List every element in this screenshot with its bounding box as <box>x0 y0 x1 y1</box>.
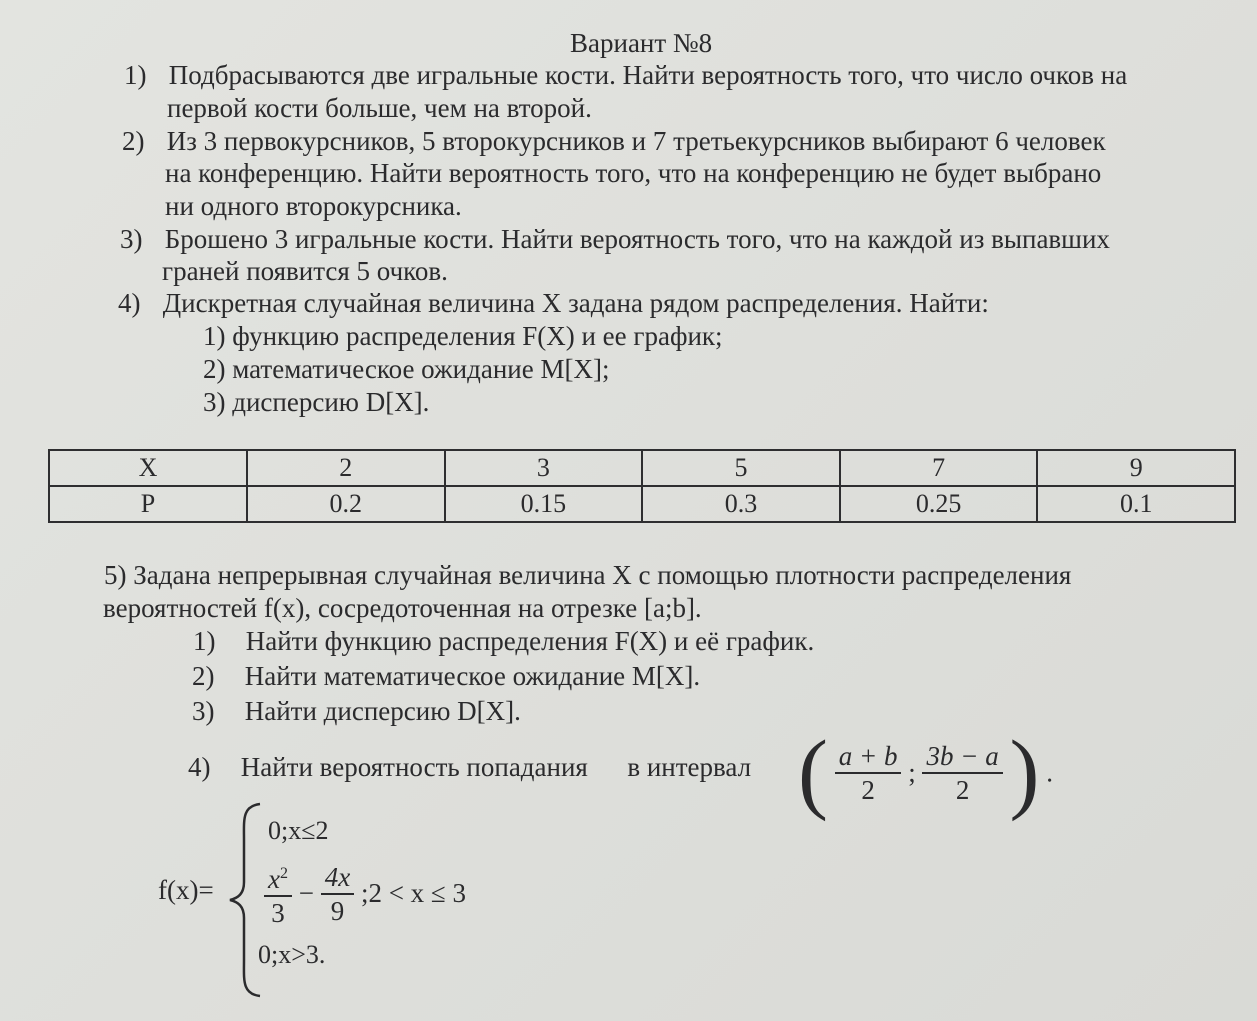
density-case-2 <box>264 858 466 929</box>
task-1-line-1 <box>124 60 1127 91</box>
table-row-p <box>49 486 1235 522</box>
exponent: 2 <box>279 865 288 882</box>
interval-right-fraction <box>922 740 1002 806</box>
task-4-line-1 <box>118 288 989 319</box>
interval-separator: ; <box>908 757 916 788</box>
table-cell: 9 <box>1037 450 1235 486</box>
task-2-line-2: на конференцию. Найти вероятность того, что на конференцию не будет выбрано <box>165 158 1102 188</box>
task-2-line-3: ни одного второкурсника. <box>165 191 462 221</box>
task-5-line-1: 5) Задана непрерывная случайная величина X с помощью плотности распределения <box>104 560 1072 590</box>
density-lhs: f(x)= <box>158 875 214 905</box>
table-cell: P <box>49 486 247 522</box>
task-4-text-1: Дискретная случайная величина X задана рядом распределения. Найти: <box>162 288 989 318</box>
table-cell: 0.1 <box>1037 486 1235 522</box>
table-cell: 7 <box>840 450 1038 486</box>
task-3-text-1: Брошено 3 игральные кости. Найти вероятность того, что на каждой из выпавших <box>164 224 1110 254</box>
table-cell: 2 <box>247 450 445 486</box>
page-title: Вариант №8 <box>570 28 713 58</box>
table-cell: X <box>49 450 247 486</box>
table-row-x <box>49 450 1235 486</box>
brace-icon <box>226 800 266 1000</box>
task-1-line-2: первой кости больше, чем на второй. <box>167 93 592 123</box>
task-5-sub-4-text-a: Найти вероятность попадания <box>240 752 588 782</box>
interval-expression <box>798 723 1053 822</box>
task-4-sub-3: 3) дисперсию D[X]. <box>203 387 430 417</box>
task-3-line-2: граней появится 5 очков. <box>162 256 448 286</box>
interval-left-denominator: 2 <box>861 775 875 805</box>
task-5-line-2: вероятностей f(x), сосредоточенная на отрезке [a;b]. <box>103 593 702 623</box>
table-cell: 3 <box>445 450 643 486</box>
task-1-number: 1) <box>124 60 147 90</box>
case-2-numerator-1 <box>264 858 292 897</box>
task-2-number: 2) <box>122 126 145 156</box>
task-5-sub-4-number: 4) <box>188 752 211 782</box>
task-5-sub-4 <box>188 752 751 783</box>
task-5-sub-3 <box>192 696 521 727</box>
task-3-number: 3) <box>120 224 143 254</box>
table-cell: 5 <box>642 450 840 486</box>
case-2-denominator-1: 3 <box>271 898 285 928</box>
distribution-table <box>48 449 1236 523</box>
interval-right-numerator: 3b − a <box>922 740 1002 774</box>
task-5-sub-2-text: Найти математическое ожидание M[X]. <box>244 661 701 691</box>
density-case-3: 0;x>3. <box>258 940 326 969</box>
table-cell: 0.2 <box>247 486 445 522</box>
case-2-denominator-2: 9 <box>330 895 345 926</box>
task-5-sub-2 <box>192 661 700 692</box>
task-5-sub-3-number: 3) <box>192 696 215 726</box>
case-2-fraction-1 <box>264 858 292 929</box>
interval-end: . <box>1046 757 1053 788</box>
interval-left-fraction <box>835 740 902 806</box>
task-5-sub-1-text: Найти функцию распределения F(X) и её график. <box>245 626 815 656</box>
task-5-sub-1-number: 1) <box>193 626 216 656</box>
task-2-text-1: Из 3 первокурсников, 5 второкурсников и 7 третьекурсников выбирают 6 человек <box>166 126 1106 156</box>
table-cell: 0.3 <box>642 486 840 522</box>
density-case-1: 0;x≤2 <box>268 816 329 845</box>
task-5-sub-4-text-b: в интервал <box>627 752 752 782</box>
case-2-numerator-2: 4x <box>321 861 354 895</box>
table-cell: 0.15 <box>445 486 643 522</box>
task-4-sub-2: 2) математическое ожидание M[X]; <box>203 354 610 384</box>
task-2-line-1 <box>122 126 1106 157</box>
task-4-sub-1: 1) функцию распределения F(X) и ее график; <box>203 321 723 351</box>
interval-right-denominator: 2 <box>955 775 970 805</box>
task-1-text-1: Подбрасываются две игральные кости. Найти вероятность того, что число очков на <box>168 60 1128 90</box>
x-symbol: x <box>268 864 280 894</box>
task-3-line-1 <box>120 224 1110 255</box>
task-5-sub-1 <box>193 626 814 657</box>
case-2-fraction-2 <box>321 861 354 927</box>
right-paren-icon: ) <box>1009 723 1040 822</box>
minus-sign: − <box>298 878 314 908</box>
interval-left-numerator: a + b <box>835 740 902 774</box>
task-4-number: 4) <box>118 288 141 318</box>
left-paren-icon: ( <box>798 723 828 822</box>
case-2-condition: ;2 < x ≤ 3 <box>360 878 466 908</box>
task-5-sub-2-number: 2) <box>192 661 215 691</box>
task-5-sub-3-text: Найти дисперсию D[X]. <box>244 696 521 726</box>
table-cell: 0.25 <box>840 486 1038 522</box>
